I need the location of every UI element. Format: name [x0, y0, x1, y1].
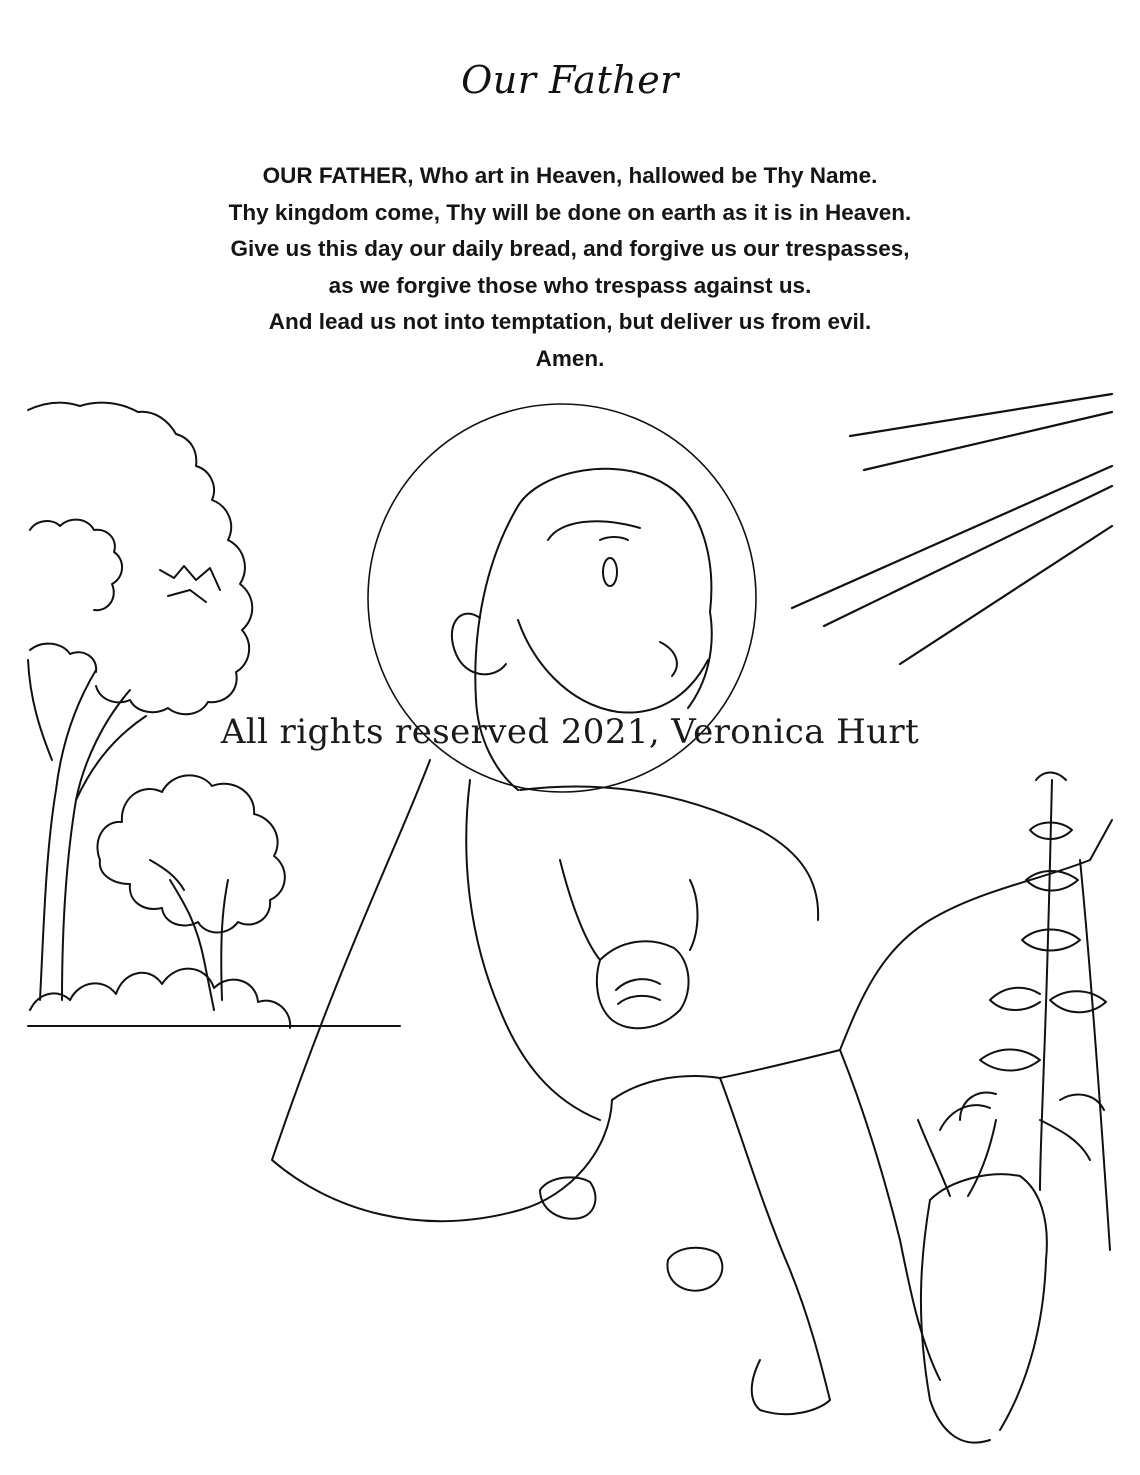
coloring-illustration [0, 380, 1140, 1475]
bushes [28, 969, 400, 1028]
jesus-figure [272, 469, 818, 1221]
prayer-line: And lead us not into temptation, but deliver us from evil. [268, 309, 872, 334]
rocks [540, 820, 1112, 1443]
watermark: All rights reserved 2021, Veronica Hurt [220, 712, 920, 752]
prayer-text [0, 158, 1140, 377]
large-tree [28, 403, 252, 1000]
prayer-line: Amen. [535, 345, 605, 371]
plants [918, 773, 1106, 1197]
prayer-line: OUR FATHER, Who art in Heaven, hallowed be Thy Name. [262, 163, 878, 188]
prayer-line: Thy kingdom come, Thy will be done on earth as it is in Heaven. [228, 199, 912, 225]
light-rays [792, 394, 1112, 664]
prayer-line: as we forgive those who trespass against us. [328, 272, 812, 298]
small-tree [97, 775, 284, 1010]
prayer-line: Give us this day our daily bread, and forgive us our trespasses, [230, 236, 910, 261]
page-title: Our Father [461, 58, 679, 102]
